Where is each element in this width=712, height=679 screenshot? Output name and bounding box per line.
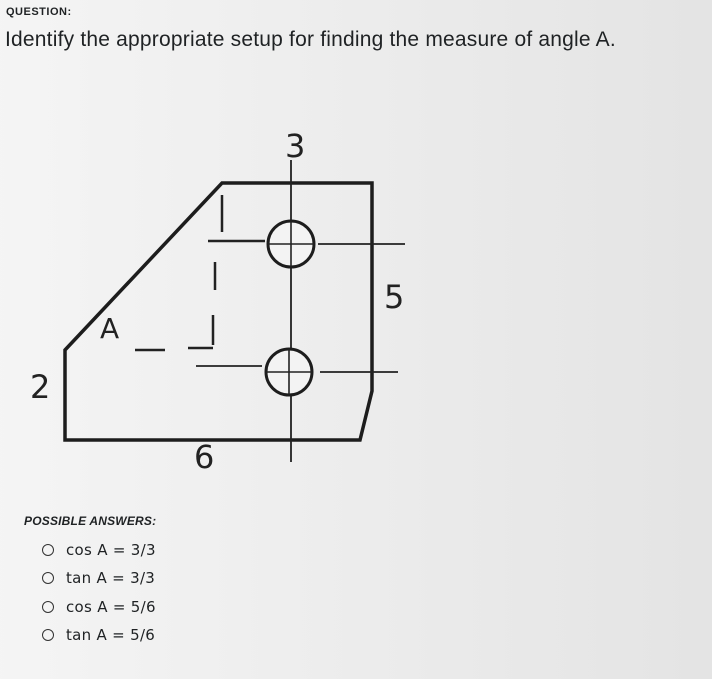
angle-label: A [100, 312, 120, 345]
part-outline [65, 183, 372, 440]
hole-crosshair-icon [266, 349, 312, 395]
dimension-label-right: 5 [384, 278, 405, 316]
possible-answers-label: POSSIBLE ANSWERS: [24, 514, 157, 528]
answer-choice-4[interactable] [42, 626, 155, 644]
answer-choice-text: cos A = 5/6 [66, 598, 156, 616]
answer-choice-3[interactable] [42, 598, 156, 616]
hole-crosshair-icon [268, 221, 314, 267]
answer-choice-1[interactable] [42, 541, 156, 559]
question-text: Identify the appropriate setup for finding the measure of angle A. [5, 28, 616, 51]
answer-choice-text: tan A = 5/6 [66, 626, 156, 644]
radio-button-icon[interactable] [42, 544, 54, 556]
radio-button-icon[interactable] [42, 601, 54, 613]
dimension-label-left: 2 [30, 368, 51, 406]
radio-button-icon[interactable] [42, 629, 54, 641]
answer-choice-text: cos A = 3/3 [66, 541, 156, 559]
question-label: QUESTION: [6, 6, 72, 18]
dimension-label-top: 3 [285, 127, 306, 165]
dimension-label-bottom: 6 [194, 438, 215, 476]
answer-choice-2[interactable] [42, 569, 155, 587]
answer-choice-text: tan A = 3/3 [66, 569, 156, 587]
radio-button-icon[interactable] [42, 572, 54, 584]
